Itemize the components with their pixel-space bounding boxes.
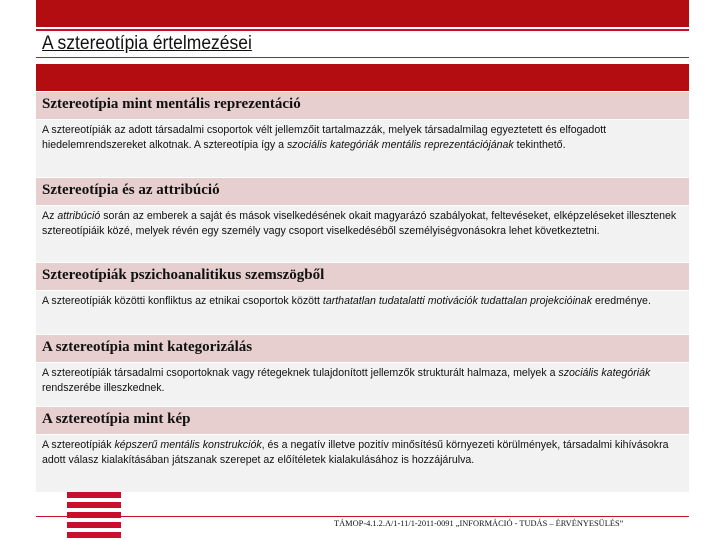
footer-divider bbox=[36, 516, 689, 517]
section-body bbox=[36, 120, 689, 178]
section-body-text: A sztereotípiák közötti konfliktus az etnikai csoportok között bbox=[42, 295, 323, 307]
definitions-table bbox=[36, 92, 689, 493]
section-body-text: tekinthető. bbox=[513, 139, 566, 151]
section-body-text: A sztereotípiák az adott társadalmi csoportok vélt jellemzőit tartalmazzák, melyek társadalmilag egyeztetett és elfogadott hiedelemrendszereket alkotnak. A sztereotípia így a bbox=[42, 124, 607, 151]
table-header-band bbox=[36, 64, 689, 91]
section-body-text: attribúció bbox=[57, 210, 101, 222]
section-heading: A sztereotípia mint kategorizálás bbox=[36, 335, 689, 363]
section-body-text: A sztereotípiák társadalmi csoportoknak vagy rétegeknek tulajdonított jellemzők strukturált halmaza, melyek a bbox=[42, 367, 559, 379]
section-body-text: eredménye. bbox=[592, 295, 651, 307]
section-heading: A sztereotípia mint kép bbox=[36, 407, 689, 435]
section-body bbox=[36, 363, 689, 407]
top-banner bbox=[36, 0, 689, 27]
section-body bbox=[36, 206, 689, 263]
section-heading: Sztereotípia és az attribúció bbox=[36, 178, 689, 206]
section-body-text: szociális kategóriák bbox=[558, 367, 651, 379]
section-body-text: , és a negatív illetve pozitív minősítésű környezeti körülmények, társadalmi kihívásokra adott válasz kialakításában játszanak szerepet az előítéletek kialakulásához is hozzájárulva. bbox=[42, 439, 669, 466]
footer-text: TÁMOP-4.1.2.A/1-11/1-2011-0091 „INFORMÁCIÓ - TUDÁS – ÉRVÉNYESÜLÉS” bbox=[334, 519, 624, 528]
section-body-text: képszerű mentális konstrukciók bbox=[114, 439, 262, 451]
section-body bbox=[36, 291, 689, 335]
section-body-text: tarthatatlan tudatalatti motivációk tudattalan projekcióinak bbox=[322, 295, 592, 307]
section-heading: Sztereotípiák pszichoanalitikus szemszögből bbox=[36, 263, 689, 291]
section-body-text: szociális kategóriák mentális reprezentációjának bbox=[286, 139, 514, 151]
title-divider bbox=[36, 57, 689, 58]
section-body-text: rendszerébe illeszkednek. bbox=[42, 382, 165, 394]
section-body bbox=[36, 435, 689, 493]
top-divider bbox=[36, 29, 689, 31]
section-body-text: A sztereotípiák bbox=[42, 439, 115, 451]
page-title: A sztereotípia értelmezései bbox=[42, 33, 252, 54]
section-heading: Sztereotípia mint mentális reprezentáció bbox=[36, 92, 689, 120]
section-body-text: során az emberek a saját és mások viselkedésének okait magyarázó szabályokat, feltevéseket, elképzeléseket illesztenek sztereotípiáik közé, melyek révén egy személy vagy csoport viselkedéséből személyiségvonásokra lehet következtetni. bbox=[42, 210, 677, 237]
section-body-text: Az bbox=[42, 210, 58, 222]
